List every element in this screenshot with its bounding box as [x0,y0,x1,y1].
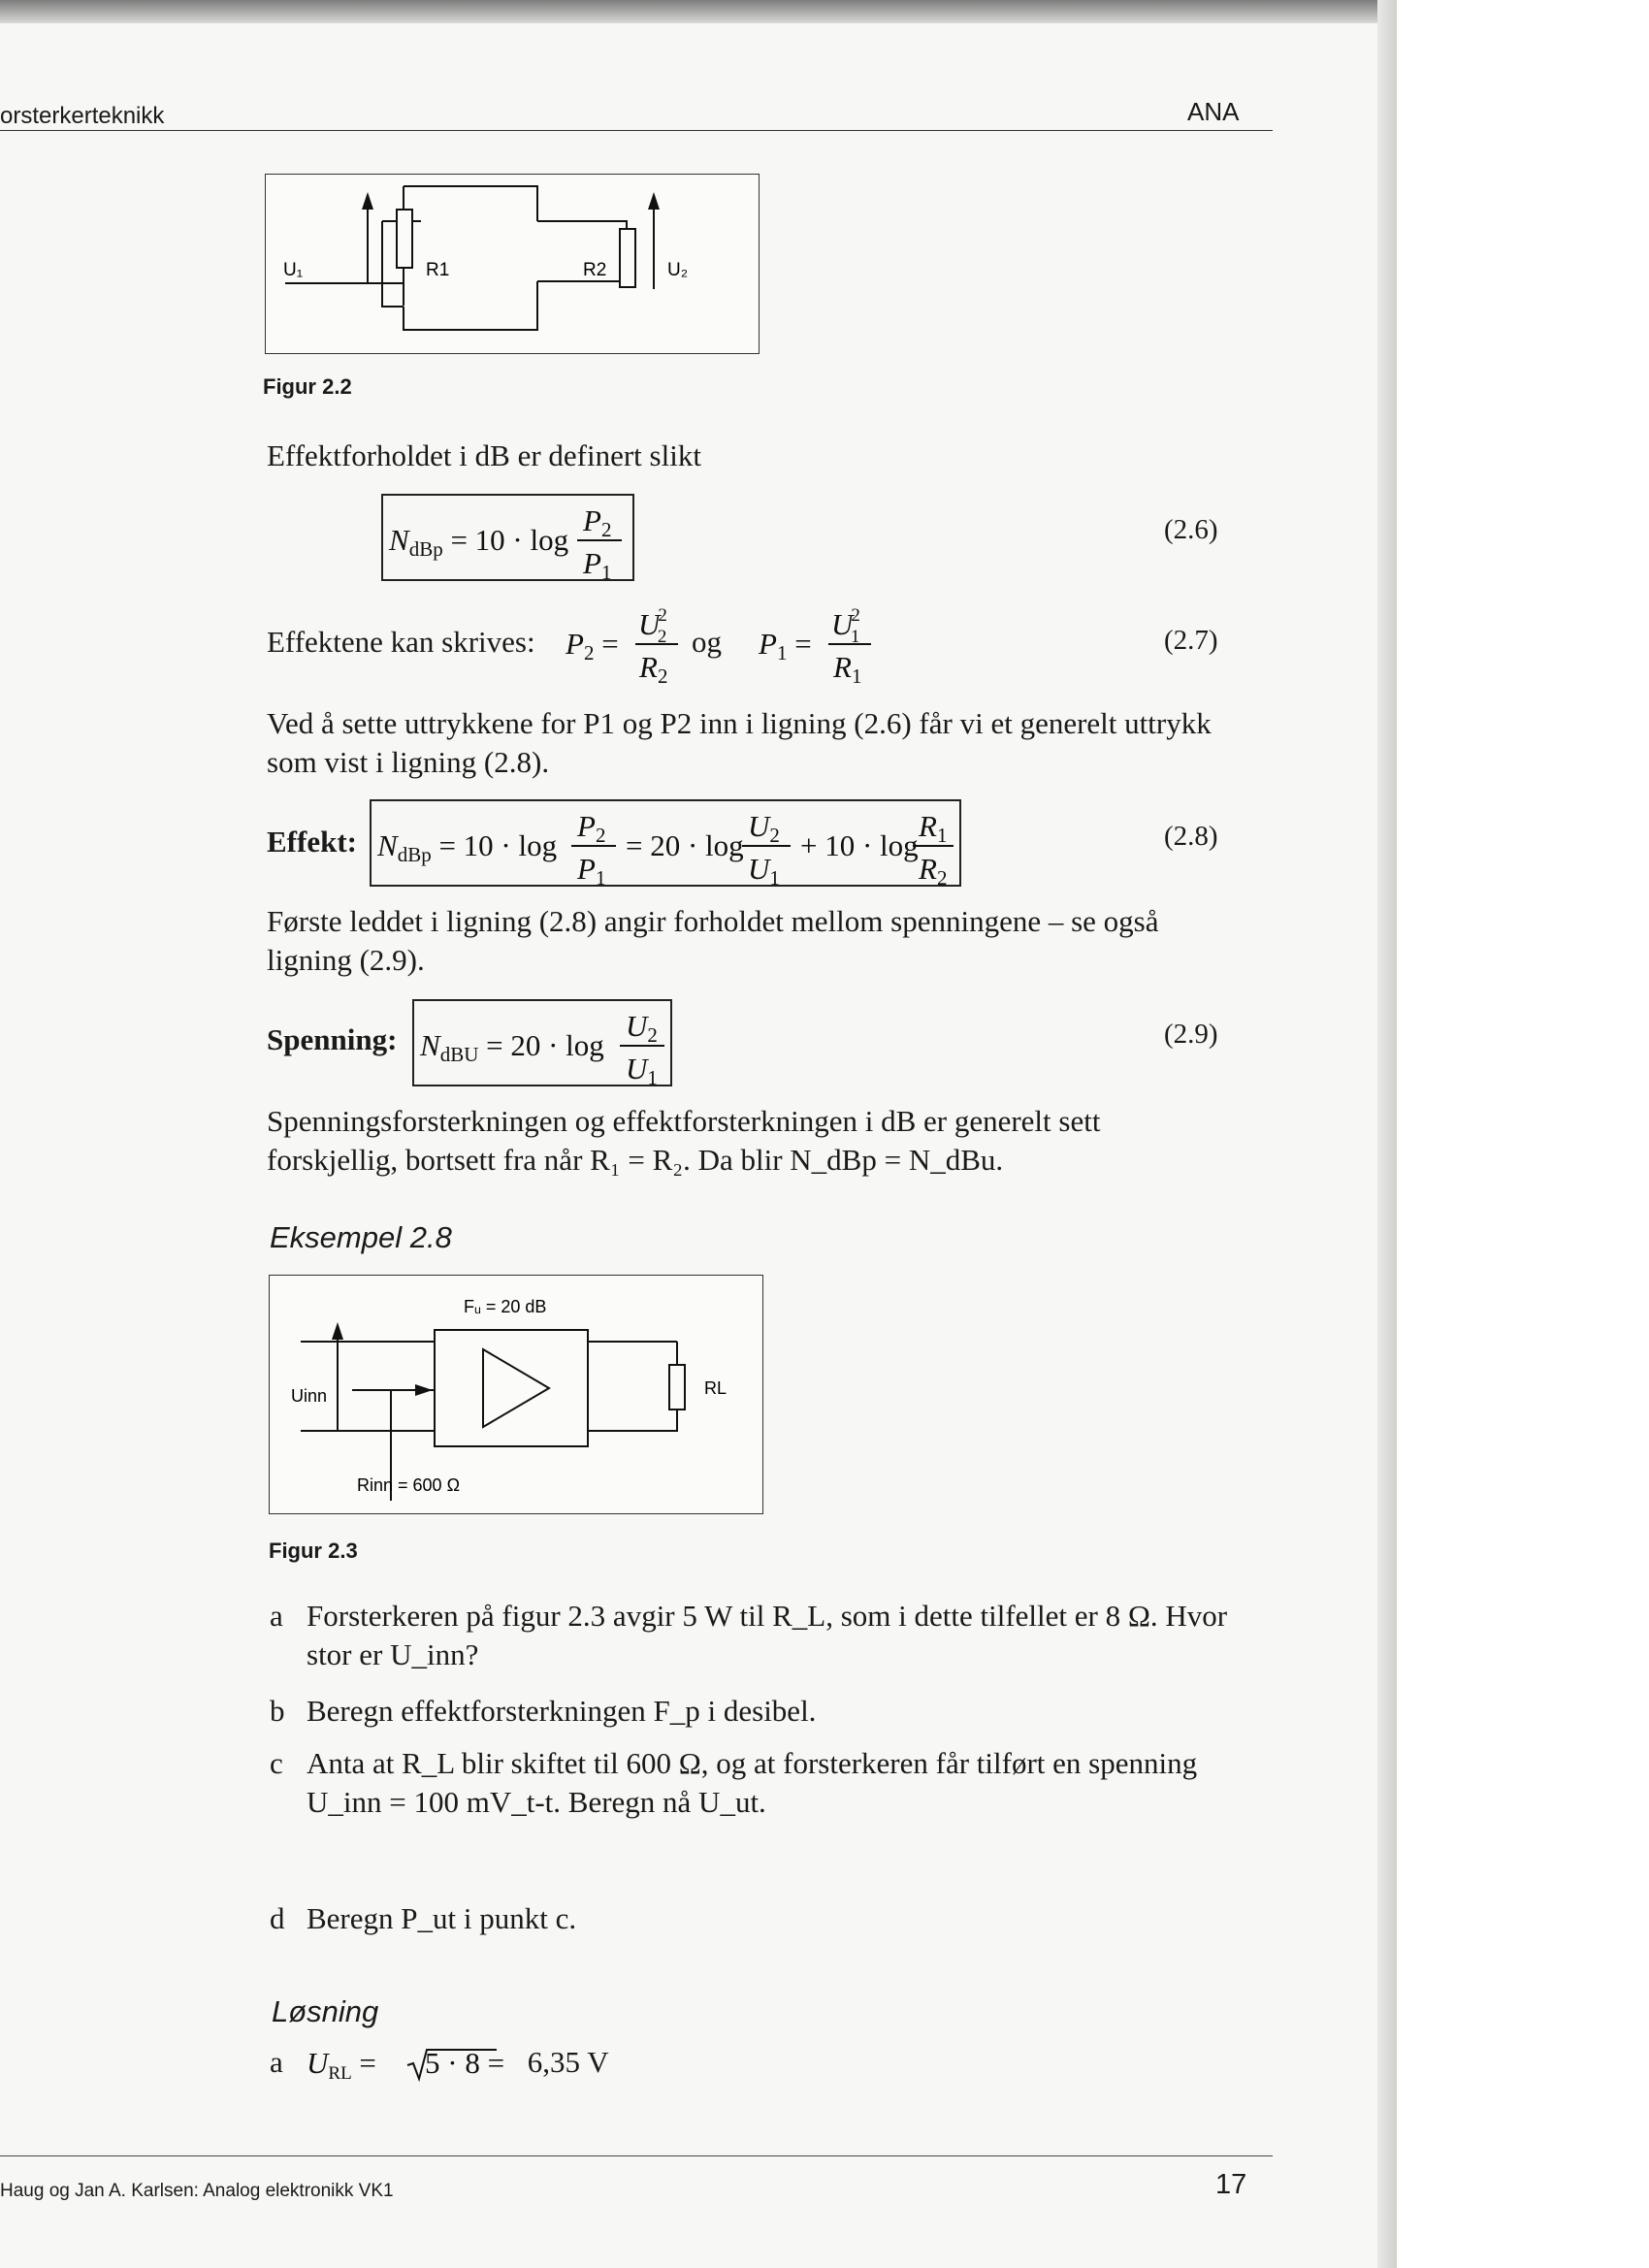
running-header-right: ANA [1187,97,1240,126]
and-word: og [692,625,722,659]
circuit-diagram-2-2 [266,175,759,353]
equation-number-2-8: (2.8) [1164,821,1218,852]
solution-heading: Løsning [272,1994,379,2028]
svg-text:P2 =: P2 = [566,627,619,664]
r1-label: R1 [426,260,450,280]
svg-text:P1: P1 [583,546,612,579]
svg-text:U1: U1 [748,852,780,885]
svg-text:P2: P2 [577,809,606,847]
effekt-label: Effekt: [267,825,357,859]
running-header-left: orsterkerteknikk [0,103,165,129]
item-text: Forsterkeren på figur 2.3 avgir 5 W til R_L, som i dette tilfellet er 8 Ω. Hvor stor er U_inn? [307,1599,1228,1671]
u2-label: U₂ [667,260,689,280]
svg-text:= 20 · log: = 20 · log [626,828,744,862]
figure-2-2 [265,174,760,354]
svg-text:U2: U2 [626,1009,658,1047]
r2-label: R2 [583,260,607,280]
equation-number-2-6: (2.6) [1164,514,1218,545]
svg-text:P1 =: P1 = [759,627,812,664]
paragraph-gain-comparison: Spenningsforsterkningen og effektforsterkningen i dB er generelt sett forskjellig, bortsett fra når R₁ = R₂. Da blir N_dBp = N_dBu. [267,1104,1101,1177]
item-marker: a [270,2045,283,2079]
rl-label: RL [704,1378,728,1398]
svg-text:R2: R2 [639,650,668,683]
item-text: Beregn effektforsterkningen F_p i desibel. [307,1694,817,1728]
paragraph-power-ratio: Effektforholdet i dB er definert slikt [267,438,701,472]
svg-text:NdBp = 10 · log: NdBp = 10 · log [377,828,558,866]
example-heading: Eksempel 2.8 [270,1220,452,1254]
scan-top-edge [0,0,1397,23]
svg-text:R2: R2 [919,852,948,885]
figure-2-3-caption: Figur 2.3 [269,1539,358,1563]
uinn-label: Uinn [291,1386,328,1406]
item-marker: a [270,1599,283,1633]
footer-credit: Haug og Jan A. Karlsen: Analog elektronikk VK1 [0,2181,394,2201]
svg-text:P2: P2 [583,503,612,541]
item-marker: c [270,1746,283,1780]
svg-text:U2: U2 [748,809,780,847]
u1-label: U₁ [283,260,304,280]
svg-text:NdBU = 20 · log: NdBU = 20 · log [420,1028,604,1066]
svg-text:U21: U2 1 [831,605,860,647]
item-marker: b [270,1694,285,1728]
equation-2-8-box [370,799,961,887]
paragraph-first-term: Første leddet i ligning (2.8) angir forholdet mellom spenningene – se også ligning (2.9). [267,904,1159,977]
equation-2-6 [383,496,632,579]
equation-2-7-math [267,596,888,683]
svg-text:U1: U1 [626,1052,658,1085]
svg-text:R1: R1 [919,809,948,847]
figure-2-3 [269,1275,763,1514]
rinn-label: Rinn = 600 Ω [357,1475,461,1495]
equation-2-9 [414,1001,670,1085]
equation-number-2-9: (2.9) [1164,1019,1218,1050]
equation-2-7 [267,596,888,683]
svg-text:+ 10 · log: + 10 · log [800,828,919,862]
paragraph-substitution: Ved å sette uttrykkene for P1 og P2 inn i ligning (2.6) får vi et generelt uttrykk som vist i ligning (2.8). [267,706,1212,779]
powers-label: Effektene kan skrives: [267,625,535,659]
page-number: 17 [1215,2169,1247,2200]
sqrt-expression [307,2044,520,2087]
spenning-label: Spenning: [267,1022,398,1056]
solution-value: 6,35 V [527,2045,609,2079]
equation-number-2-7: (2.7) [1164,625,1218,656]
item-text: Beregn P_ut i punkt c. [307,1901,577,1935]
svg-text:5 · 8 =: 5 · 8 = [425,2045,505,2080]
svg-text:URL =: URL = [307,2045,376,2084]
svg-text:NdBp = 10 · log: NdBp = 10 · log [389,523,569,561]
equation-2-6-box [381,494,634,581]
svg-text:R1: R1 [833,650,862,683]
footer-rule [0,2155,1273,2156]
gain-label: Fᵤ = 20 dB [464,1297,547,1316]
amplifier-diagram [270,1276,762,1513]
page-edge-shadow [1377,0,1397,2268]
svg-text:U22: U2 2 [638,605,667,647]
svg-text:P1: P1 [577,852,606,885]
figure-2-2-caption: Figur 2.2 [263,374,352,399]
header-rule [0,130,1273,131]
equation-2-8 [372,801,959,885]
item-marker: d [270,1901,285,1935]
equation-2-9-box [412,999,672,1086]
item-text: Anta at R_L blir skiftet til 600 Ω, og at forsterkeren får tilført en spenning U_inn = 100 mV_t-t. Beregn nå U_ut. [307,1746,1198,1819]
solution-formula [307,2043,656,2087]
